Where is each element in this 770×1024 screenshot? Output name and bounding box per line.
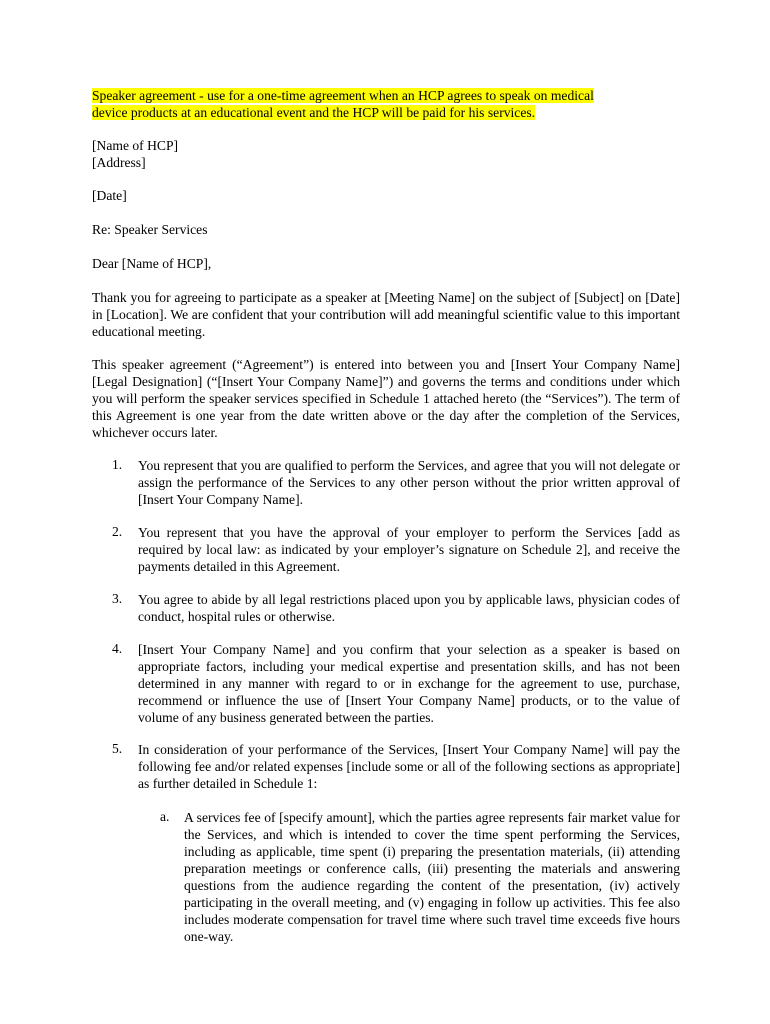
header-line-2: device products at an educational event and the HCP will be paid for his services. (92, 105, 536, 120)
recipient-address: [Address] (92, 155, 146, 170)
salutation: Dear [Name of HCP], (92, 256, 212, 271)
letter-date: [Date] (92, 188, 127, 203)
instruction-header (92, 87, 680, 121)
item-4-number: 4. (112, 641, 123, 656)
subitem-a-letter: a. (160, 809, 170, 824)
item-3-number: 3. (112, 591, 123, 606)
recipient-name: [Name of HCP] (92, 138, 179, 153)
item-3-text: You agree to abide by all legal restrictions placed upon you by applicable laws, physician codes of conduct, hospital rules or otherwise. (138, 592, 680, 624)
header-line-1: Speaker agreement - use for a one-time agreement when an HCP agrees to speak on medical (92, 88, 594, 103)
item-4-text: [Insert Your Company Name] and you confirm that your selection as a speaker is based on appropriate factors, including your medical expertise and presentation skills, and has not been determined in any manner with regard to or in exchange for the agreement to use, purchase, recommend or influence the use of [Insert Your Company Name] products, or to the value of volume of any business generated between the parties. (138, 642, 680, 725)
intro-paragraph: Thank you for agreeing to participate as a speaker at [Meeting Name] on the subject of [Subject] on [Date] in [Location]. We are confident that your contribution will add meaningful scientific value to this important educational meeting. (92, 290, 680, 339)
item-1-text: You represent that you are qualified to perform the Services, and agree that you will not delegate or assign the performance of the Services to any other person without the prior written approval of [Insert Your Company Name]. (138, 458, 680, 507)
item-1-number: 1. (112, 457, 123, 472)
subitem-a-text: A services fee of [specify amount], which the parties agree represents fair market value for the Services, and which is intended to cover the time spent performing the Services, including as applicable, time spent (i) preparing the presentation materials, (ii) attending preparation meetings or conference calls, (iii) presenting the materials and answering questions from the audience regarding the content of the presentation, (iv) actively participating in the overall meeting, and (v) engaging in follow up activities. This fee also includes moderate compensation for travel time where such travel time exceeds five hours one-way. (184, 810, 680, 944)
recipient-block (92, 137, 680, 171)
item-2-number: 2. (112, 524, 123, 539)
subject-line: Re: Speaker Services (92, 222, 208, 237)
item-2-text: You represent that you have the approval of your employer to perform the Services [add as required by local law: as indicated by your employer’s signature on Schedule 2], and receive the payments detailed in this Agreement. (138, 525, 680, 574)
item-5-text: In consideration of your performance of the Services, [Insert Your Company Name] will pay the following fee and/or related expenses [include some or all of the following sections as appropriate] as further detailed in Schedule 1: (138, 742, 680, 791)
agreement-paragraph: This speaker agreement (“Agreement”) is entered into between you and [Insert Your Company Name] [Legal Designation] (“[Insert Your Company Name]”) and governs the terms and conditions under which you will perform the speaker services specified in Schedule 1 attached hereto (the “Services”). The term of this Agreement is one year from the date written above or the day after the completion of the Services, whichever occurs later. (92, 357, 680, 440)
item-5-number: 5. (112, 741, 123, 756)
